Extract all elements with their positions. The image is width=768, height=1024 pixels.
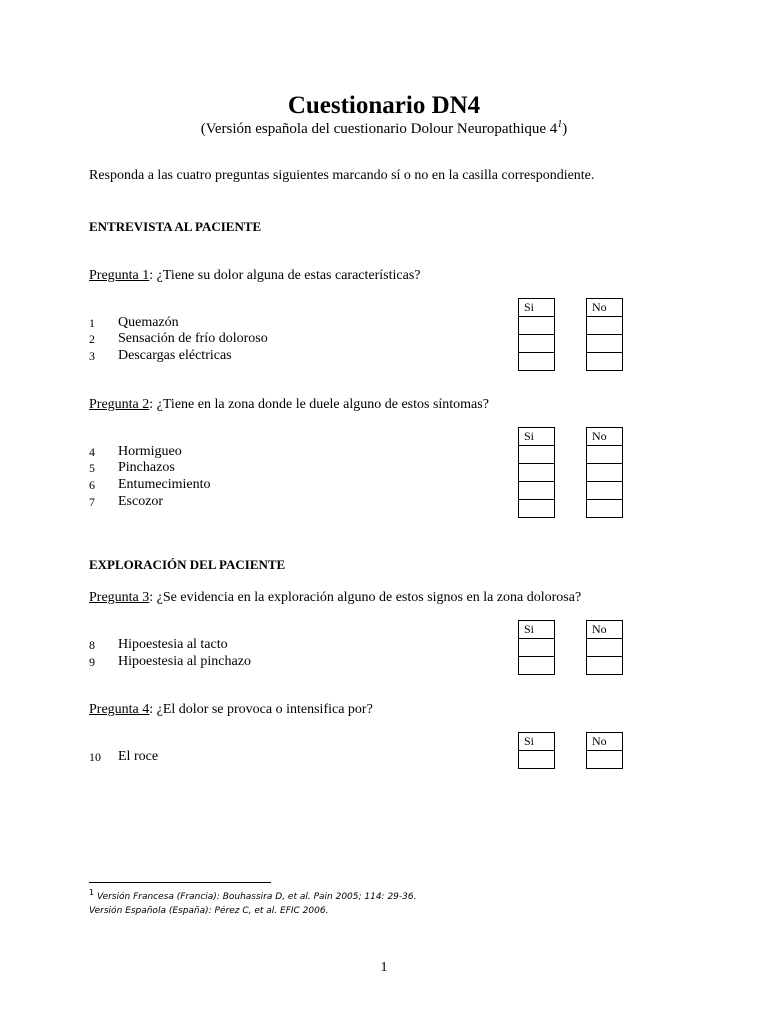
q3-no-column xyxy=(586,620,623,675)
checkbox-yes-7[interactable] xyxy=(519,499,554,517)
page-number: 1 xyxy=(380,960,388,975)
q2-yes-header: Si xyxy=(524,429,535,443)
checkbox-no-10[interactable] xyxy=(587,750,622,768)
footnote-marker: 1 xyxy=(89,888,95,897)
question-1 xyxy=(89,267,420,285)
item-label: Sensación de frío doloroso xyxy=(118,331,268,346)
q3-no-header: No xyxy=(592,622,607,636)
checkbox-no-5[interactable] xyxy=(587,463,622,481)
section-heading-exploration: EXPLORACIÓN DEL PACIENTE xyxy=(89,557,286,572)
question-4 xyxy=(89,701,373,719)
item-number: 6 xyxy=(89,478,95,492)
section-heading-interview: ENTREVISTA AL PACIENTE xyxy=(89,219,262,234)
item-number: 7 xyxy=(89,495,95,509)
item-number: 1 xyxy=(89,316,95,330)
question-4-label: Pregunta 4 xyxy=(89,702,150,717)
q3-yes-header: Si xyxy=(524,622,535,636)
item-number: 8 xyxy=(89,638,95,652)
question-2 xyxy=(89,396,489,414)
checkbox-yes-6[interactable] xyxy=(519,481,554,499)
question-2-text: : ¿Tiene en la zona donde le duele alguno de estos síntomas? xyxy=(149,397,489,412)
checkbox-yes-10[interactable] xyxy=(519,750,554,768)
item-number: 5 xyxy=(89,461,95,475)
checkbox-yes-1[interactable] xyxy=(519,316,554,334)
q2-no-header: No xyxy=(592,429,607,443)
document-title: Cuestionario DN4 xyxy=(287,92,481,119)
item-label: Hipoestesia al pinchazo xyxy=(118,654,251,669)
item-label: Descargas eléctricas xyxy=(118,348,232,363)
q4-yes-column xyxy=(518,732,555,769)
question-1-text: : ¿Tiene su dolor alguna de estas características? xyxy=(149,268,421,283)
item-label: Entumecimiento xyxy=(118,477,211,492)
checkbox-no-2[interactable] xyxy=(587,334,622,352)
q1-no-header: No xyxy=(592,300,607,314)
question-2-label: Pregunta 2 xyxy=(89,397,150,412)
item-label: Hormigueo xyxy=(118,444,182,459)
checkbox-no-9[interactable] xyxy=(587,656,622,674)
item-label: Pinchazos xyxy=(118,460,175,475)
question-1-label: Pregunta 1 xyxy=(89,268,150,283)
item-number: 10 xyxy=(89,750,101,764)
q2-no-column xyxy=(586,427,623,518)
subtitle-close: ) xyxy=(562,121,568,137)
footnote-french xyxy=(89,888,417,903)
q4-no-header: No xyxy=(592,734,607,748)
checkbox-no-7[interactable] xyxy=(587,499,622,517)
footnote-french-text: Versión Francesa (Francia): Bouhassira D, et al. Pain 2005; 114: 29-36. xyxy=(94,892,417,902)
q2-yes-column xyxy=(518,427,555,518)
item-number: 4 xyxy=(89,445,95,459)
item-number: 3 xyxy=(89,349,95,363)
footnote-spanish: Versión Española (España): Pérez C, et al. EFIC 2006. xyxy=(89,906,329,916)
instructions: Responda a las cuatro preguntas siguientes marcando sí o no en la casilla correspondiente. xyxy=(89,168,595,183)
item-label: Escozor xyxy=(118,494,164,509)
q1-no-column xyxy=(586,298,623,371)
checkbox-no-4[interactable] xyxy=(587,445,622,463)
question-4-text: : ¿El dolor se provoca o intensifica por? xyxy=(149,702,373,717)
question-3 xyxy=(89,589,581,607)
item-number: 9 xyxy=(89,655,95,669)
q4-yes-header: Si xyxy=(524,734,535,748)
checkbox-no-8[interactable] xyxy=(587,638,622,656)
item-label: Quemazón xyxy=(118,315,179,330)
q3-yes-column xyxy=(518,620,555,675)
q1-yes-column xyxy=(518,298,555,371)
checkbox-no-6[interactable] xyxy=(587,481,622,499)
footnote-divider xyxy=(89,882,271,883)
checkbox-no-1[interactable] xyxy=(587,316,622,334)
checkbox-no-3[interactable] xyxy=(587,352,622,370)
subtitle-footnote-ref: 1 xyxy=(557,119,563,130)
checkbox-yes-4[interactable] xyxy=(519,445,554,463)
checkbox-yes-3[interactable] xyxy=(519,352,554,370)
q4-no-column xyxy=(586,732,623,769)
item-label: El roce xyxy=(118,749,159,764)
checkbox-yes-5[interactable] xyxy=(519,463,554,481)
q1-yes-header: Si xyxy=(524,300,535,314)
question-3-text: : ¿Se evidencia en la exploración alguno de estos signos en la zona dolorosa? xyxy=(149,590,582,605)
question-3-label: Pregunta 3 xyxy=(89,590,150,605)
item-label: Hipoestesia al tacto xyxy=(118,637,228,652)
subtitle-text: (Versión española del cuestionario Dolour Neuropathique 4 xyxy=(200,121,558,137)
checkbox-yes-8[interactable] xyxy=(519,638,554,656)
document-subtitle xyxy=(0,119,768,139)
checkbox-yes-2[interactable] xyxy=(519,334,554,352)
item-number: 2 xyxy=(89,332,95,346)
checkbox-yes-9[interactable] xyxy=(519,656,554,674)
